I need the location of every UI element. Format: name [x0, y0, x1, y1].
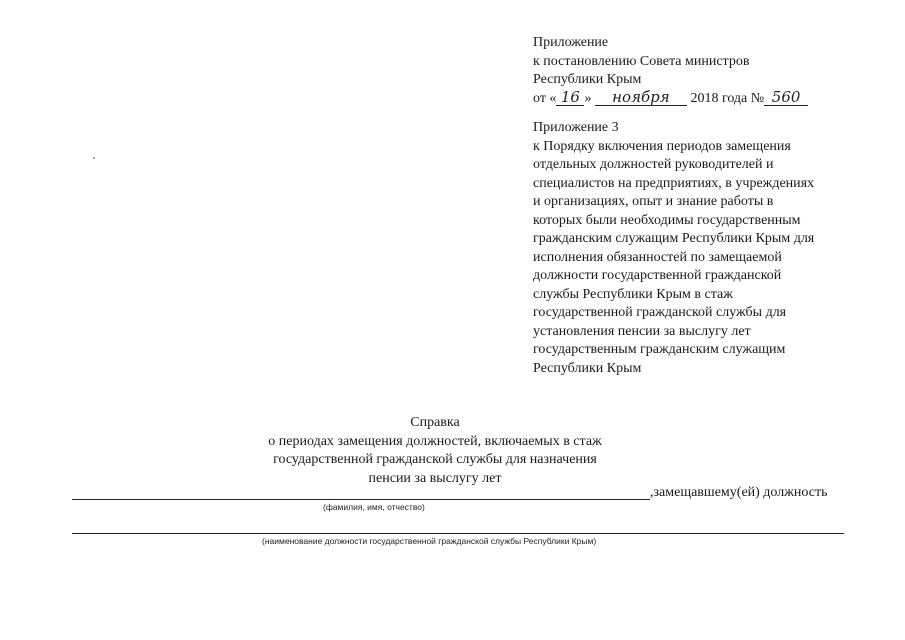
full-name-field-line — [72, 499, 650, 500]
date-year: 2018 года № — [690, 90, 765, 106]
annex-line: установления пенсии за выслугу лет — [533, 323, 751, 339]
certificate-title-block — [200, 414, 670, 488]
date-mid: » — [584, 90, 592, 106]
annex-line: и организациях, опыт и знание работы в — [533, 194, 774, 209]
document-number-handwritten: 560 — [764, 90, 808, 106]
annex-line: Приложение 3 — [533, 120, 619, 135]
date-prefix: от « — [533, 90, 557, 106]
annex-line: к Порядку включения периодов замещения — [533, 138, 791, 154]
scan-speck — [93, 157, 95, 159]
annex-line: государственной гражданской службы для — [533, 305, 787, 320]
annex-line: которых были необходимы государственным — [533, 212, 801, 228]
annex-line: специалистов на предприятиях, в учреждениях — [533, 175, 815, 191]
annex-line: должности государственной гражданской — [533, 268, 782, 283]
annex-line: отдельных должностей руководителей и — [533, 157, 774, 172]
header-line-2: к постановлению Совета министров — [533, 53, 750, 69]
annex-line: гражданским служащим Республики Крым для — [533, 231, 815, 246]
header-line-3: Республики Крым — [533, 72, 642, 87]
annex-3-heading — [533, 119, 814, 378]
approval-header — [533, 34, 808, 108]
date-day-handwritten: 16 — [556, 90, 584, 106]
position-field-line — [72, 533, 844, 534]
annex-line: службы Республики Крым в стаж — [533, 286, 733, 302]
annex-line: исполнения обязанностей по замещаемой — [533, 249, 782, 265]
annex-line: государственным гражданским служащим — [533, 342, 786, 357]
certificate-subtitle-line: пенсии за выслугу лет — [368, 470, 502, 486]
header-date-line — [533, 87, 808, 109]
certificate-subtitle-line: о периодах замещения должностей, включаемых в стаж — [268, 433, 602, 449]
full-name-caption: (фамилия, имя, отчество) — [323, 502, 425, 512]
name-field-suffix: ,замещавшему(ей) должность — [650, 485, 828, 500]
certificate-subtitle-line: государственной гражданской службы для назначения — [273, 452, 597, 467]
position-caption: (наименование должности государственной гражданской службы Республики Крым) — [262, 536, 597, 546]
annex-line: Республики Крым — [533, 360, 642, 376]
header-line-1: Приложение — [533, 35, 609, 50]
date-month-handwritten: ноября — [595, 90, 687, 106]
certificate-title: Справка — [410, 415, 460, 430]
